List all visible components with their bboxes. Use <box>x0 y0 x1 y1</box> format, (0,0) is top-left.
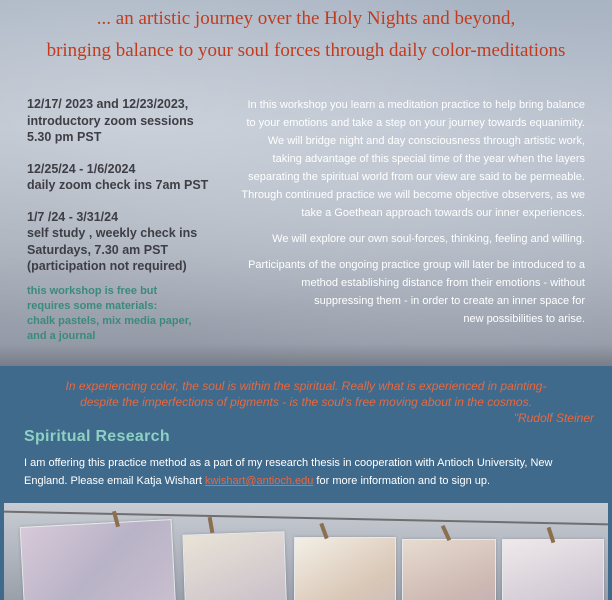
description-paragraph-1 <box>205 96 585 222</box>
description-line: method establishing distance from their emotions - without <box>301 277 585 289</box>
painting-sheet <box>402 539 496 600</box>
steiner-quote <box>0 378 612 426</box>
email-link[interactable]: kwishart@antioch.edu <box>204 475 314 487</box>
research-paragraph <box>24 454 584 490</box>
description-line: suppressing them - in order to create an inner space for <box>314 295 585 307</box>
quote-author: "Rudolf Steiner <box>513 411 594 425</box>
schedule-date: 12/25/24 - 1/6/2024 <box>27 161 136 176</box>
description-paragraph-2: We will explore our own soul-forces, thinking, feeling and willing. <box>272 233 585 245</box>
schedule-item-self-study <box>27 209 227 275</box>
schedule-item-intro <box>27 96 227 146</box>
materials-line: and a journal <box>27 330 96 342</box>
painting-sheet <box>182 531 287 600</box>
materials-note <box>27 284 207 344</box>
quote-text <box>0 378 612 410</box>
hanging-paintings-photo <box>4 503 608 600</box>
painting-sheet <box>294 537 396 600</box>
schedule-desc: daily zoom check ins 7am PST <box>27 178 209 192</box>
description-line: Through continued practice we will become objective observers, as we <box>241 189 585 201</box>
description-line: to your emotions and take a step on your journey towards equanimity. <box>246 117 585 129</box>
description-line: separating the spiritual world from our view are said to be permeable. <box>248 171 585 183</box>
description-line: take a Goethean approach towards our inner experiences. <box>301 207 585 219</box>
quote-line: despite the imperfections of pigments - is the soul's free moving about in the cosmos. <box>80 395 532 409</box>
description-line: In this workshop you learn a meditation practice to help bring balance <box>247 99 585 111</box>
tagline-line-1: ... an artistic journey over the Holy Nights and beyond, <box>96 8 516 29</box>
section-heading-spiritual-research: Spiritual Research <box>24 428 170 445</box>
schedule-time: 5.30 pm PST <box>27 130 102 144</box>
painting-sheet <box>20 519 177 600</box>
schedule-date: 12/17/ 2023 and 12/23/2023, <box>27 97 189 111</box>
description-line: taking advantage of this special time of the year when the layers <box>272 153 585 165</box>
materials-line: requires some materials: <box>27 300 158 312</box>
schedule-desc: introductory zoom sessions <box>27 113 194 128</box>
research-text: for more information and to sign up. <box>313 475 491 487</box>
schedule-desc: self study , weekly check ins <box>27 226 198 240</box>
schedule-list <box>27 96 227 290</box>
research-text: I am offering this practice method as a part of my research thesis in cooperation with Antioch University, New England. Please email Katja Wishart <box>24 457 553 487</box>
description-line: Participants of the ongoing practice group will later be introduced to a <box>248 259 585 271</box>
description-line: We will bridge night and day consciousness through artistic work, <box>267 135 585 147</box>
materials-line: chalk pastels, mix media paper, <box>27 315 192 327</box>
schedule-date: 1/7 /24 - 3/31/24 <box>27 209 119 224</box>
clothespin-icon <box>208 517 215 533</box>
description-line: new possibilities to arise. <box>463 313 585 325</box>
description-paragraph-3 <box>205 256 585 328</box>
materials-line: this workshop is free but <box>27 285 158 297</box>
painting-sheet <box>502 539 604 600</box>
workshop-description <box>205 96 585 336</box>
tagline-line-2: bringing balance to your soul forces through daily color-meditations <box>46 40 566 61</box>
schedule-item-daily <box>27 161 227 194</box>
schedule-note: (participation not required) <box>27 259 187 273</box>
quote-line: In experiencing color, the soul is within the spiritual. Really what is experienced in painting- <box>65 379 547 393</box>
schedule-time: Saturdays, 7.30 am PST <box>27 242 169 257</box>
